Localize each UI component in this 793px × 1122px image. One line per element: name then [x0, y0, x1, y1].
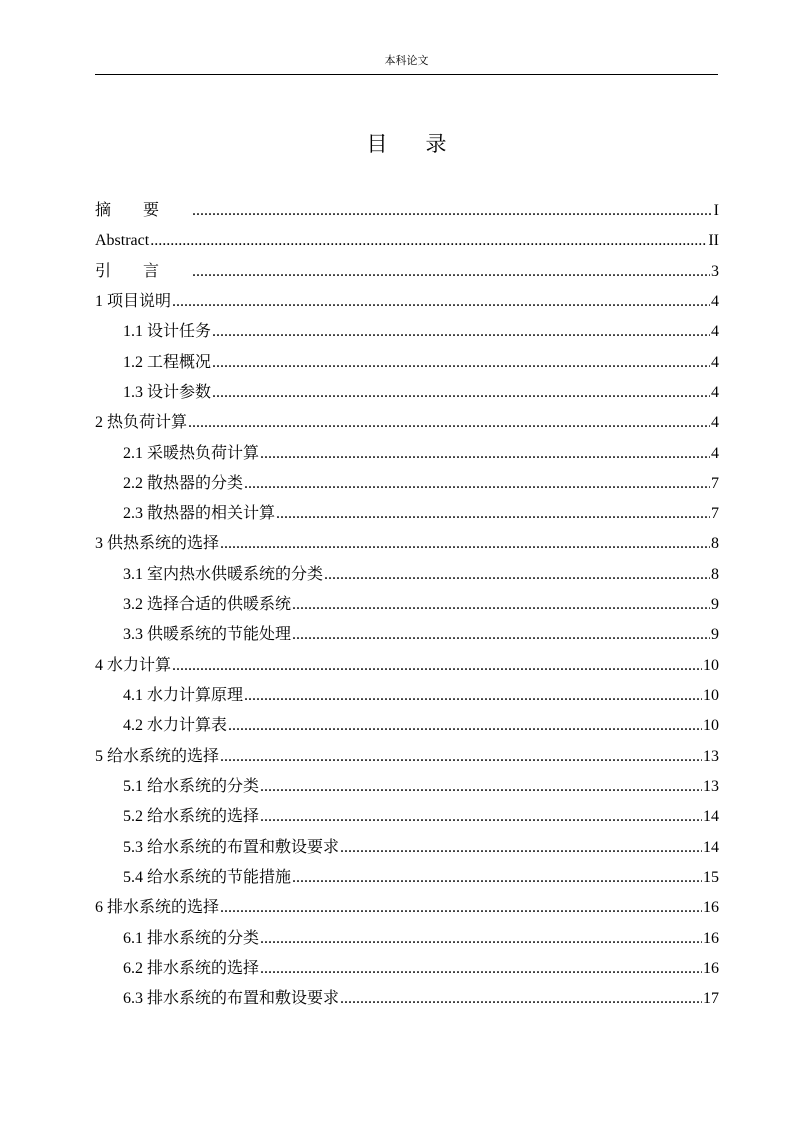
toc-entry-label: 6.2 排水系统的选择 — [123, 959, 260, 977]
toc-entry[interactable] — [95, 257, 719, 287]
dot-leader — [220, 742, 702, 772]
toc-entry-page-number: 9 — [711, 596, 719, 614]
toc-entry-page-number: 9 — [711, 626, 719, 644]
toc-entry[interactable] — [95, 924, 719, 954]
toc-entry[interactable] — [95, 863, 719, 893]
toc-entry-page-number: 13 — [703, 777, 719, 795]
dot-leader — [292, 590, 710, 620]
toc-entry[interactable] — [95, 226, 719, 256]
dot-leader — [244, 469, 710, 499]
toc-entry[interactable] — [95, 681, 719, 711]
header-rule — [95, 74, 718, 75]
toc-entry-label: 4.1 水力计算原理 — [123, 687, 244, 704]
dot-leader — [188, 408, 710, 438]
toc-entry[interactable] — [95, 439, 719, 469]
toc-entry-label: 6.3 排水系统的布置和敷设要求 — [123, 990, 340, 1008]
toc-entry-label: 5.3 给水系统的布置和敷设要求 — [123, 838, 340, 856]
toc-entry[interactable] — [95, 348, 719, 378]
toc-entry-label: 6 排水系统的选择 — [95, 899, 220, 917]
toc-entry[interactable] — [95, 651, 719, 681]
toc-entry-page-number: 16 — [703, 929, 719, 947]
toc-entry[interactable] — [95, 954, 719, 984]
toc-entry[interactable] — [95, 317, 719, 347]
dot-leader — [260, 802, 702, 832]
toc-entry-page-number: 10 — [703, 656, 719, 674]
toc-entry-label: 1 项目说明 — [95, 292, 172, 310]
toc-entry-page-number: 15 — [703, 868, 719, 886]
toc-entry-label: 3.3 供暖系统的节能处理 — [123, 626, 292, 644]
toc-entry[interactable] — [95, 590, 719, 620]
toc-entry-label: 3.2 选择合适的供暖系统 — [123, 596, 292, 614]
toc-entry-page-number: I — [713, 202, 719, 219]
toc-entry[interactable] — [95, 287, 719, 317]
toc-title: 目录 — [366, 132, 485, 156]
dot-leader — [212, 378, 710, 408]
toc-entry-page-number: 8 — [711, 565, 719, 583]
dot-leader — [212, 348, 710, 378]
dot-leader — [260, 439, 710, 469]
dot-leader — [192, 257, 710, 287]
toc-entry-page-number: 10 — [703, 717, 719, 735]
toc-entry-page-number: 8 — [711, 535, 719, 553]
toc-entry-label: Abstract — [95, 232, 150, 250]
toc-entry[interactable] — [95, 984, 719, 1014]
dot-leader — [220, 893, 702, 923]
toc-entry-page-number: 4 — [711, 383, 719, 401]
toc-entry-label: 1.3 设计参数 — [123, 383, 212, 401]
toc-entry-label: 2.1 采暖热负荷计算 — [123, 444, 260, 462]
toc-entry[interactable] — [95, 742, 719, 772]
toc-entry[interactable] — [95, 408, 719, 438]
dot-leader — [292, 620, 710, 650]
dot-leader — [244, 681, 702, 711]
toc-entry-label: 引言 — [95, 262, 192, 280]
toc-entry-page-number: 14 — [703, 808, 719, 826]
toc-entry-label: 1.1 设计任务 — [123, 323, 212, 341]
toc-entry[interactable] — [95, 833, 719, 863]
toc-entry-label: 5.2 给水系统的选择 — [123, 808, 260, 826]
toc-entry-label: 5.4 给水系统的节能措施 — [123, 868, 292, 886]
toc-entry-label: 5 给水系统的选择 — [95, 747, 220, 765]
toc-entry-page-number: 7 — [711, 474, 719, 492]
toc-entry-label: 3 供热系统的选择 — [95, 535, 220, 553]
toc-entry[interactable] — [95, 711, 719, 741]
toc-entry-label: 4.2 水力计算表 — [123, 717, 228, 735]
toc-entry[interactable] — [95, 893, 719, 923]
toc-entry-label: 5.1 给水系统的分类 — [123, 777, 260, 795]
toc-entry-page-number: 4 — [711, 292, 719, 310]
toc-entry-label: 1.2 工程概况 — [123, 353, 212, 371]
toc-entry[interactable] — [95, 620, 719, 650]
toc-entry-page-number: 10 — [703, 687, 719, 704]
toc-entry-page-number: II — [708, 232, 719, 250]
dot-leader — [260, 772, 702, 802]
dot-leader — [340, 984, 702, 1014]
dot-leader — [228, 711, 702, 741]
toc-entry[interactable] — [95, 469, 719, 499]
toc-entry-page-number: 16 — [703, 959, 719, 977]
toc-entry-page-number: 7 — [711, 505, 719, 523]
toc-entry-page-number: 16 — [703, 899, 719, 917]
toc-entry-page-number: 4 — [711, 353, 719, 371]
dot-leader — [292, 863, 702, 893]
toc-entry[interactable] — [95, 529, 719, 559]
toc-entry-label: 6.1 排水系统的分类 — [123, 929, 260, 947]
toc-entry[interactable] — [95, 499, 719, 529]
toc-entry-page-number: 4 — [711, 323, 719, 341]
toc-entry-label: 2 热负荷计算 — [95, 414, 188, 432]
dot-leader — [212, 317, 710, 347]
toc-entry-label: 摘要 — [95, 202, 192, 219]
dot-leader — [324, 560, 710, 590]
dot-leader — [260, 954, 702, 984]
table-of-contents — [95, 196, 719, 1014]
toc-entry[interactable] — [95, 802, 719, 832]
toc-entry-label: 4 水力计算 — [95, 656, 172, 674]
toc-entry[interactable] — [95, 196, 719, 226]
dot-leader — [172, 651, 702, 681]
toc-entry[interactable] — [95, 560, 719, 590]
toc-entry-page-number: 4 — [711, 444, 719, 462]
toc-entry-page-number: 4 — [711, 414, 719, 432]
toc-entry-label: 2.2 散热器的分类 — [123, 474, 244, 492]
dot-leader — [276, 499, 710, 529]
dot-leader — [340, 833, 702, 863]
toc-entry-page-number: 3 — [711, 262, 719, 280]
running-header: 本科论文 — [384, 55, 429, 67]
dot-leader — [220, 529, 710, 559]
toc-entry-page-number: 14 — [703, 838, 719, 856]
toc-entry-page-number: 17 — [703, 990, 719, 1008]
dot-leader — [150, 226, 707, 256]
toc-entry[interactable] — [95, 378, 719, 408]
dot-leader — [260, 924, 702, 954]
dot-leader — [172, 287, 710, 317]
dot-leader — [192, 196, 713, 226]
toc-entry-page-number: 13 — [703, 747, 719, 765]
toc-entry[interactable] — [95, 772, 719, 802]
toc-entry-label: 3.1 室内热水供暖系统的分类 — [123, 565, 324, 583]
toc-entry-label: 2.3 散热器的相关计算 — [123, 505, 276, 523]
